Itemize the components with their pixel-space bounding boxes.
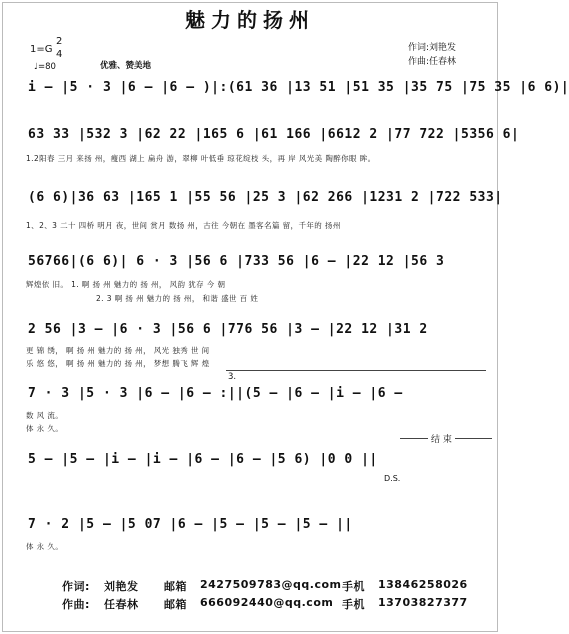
footer-lyricist-phone-label: 手机 bbox=[342, 580, 365, 593]
footer-composer-role: 作曲: bbox=[62, 598, 90, 611]
tempo-mark: ♩=80 bbox=[34, 62, 56, 72]
notation-row-6: 7 · 3 |5 · 3 |6 – |6 – :||(5 – |6 – |i – |6 – bbox=[28, 386, 403, 401]
notation-row-7: 5 – |5 – |i – |i – |6 – |6 – |5 6) |0 0 || bbox=[28, 452, 378, 467]
notation-row-2: 63 33 |532 3 |62 22 |165 6 |61 166 |6612 2 |77 722 |5356 6| bbox=[28, 127, 520, 142]
lyricist-credit: 作词:刘艳发 bbox=[408, 43, 457, 53]
footer-composer-phone-label: 手机 bbox=[342, 598, 365, 611]
volta-bracket bbox=[226, 370, 486, 371]
lyric-row-3: 1、2、3 二十 四桥 明月 夜，世间 赏月 数扬 州，古往 今朝在 墨客名篇 留，千年的 扬州 bbox=[26, 221, 341, 230]
lyric-row-6-verse-2: 体 永 久。 bbox=[26, 424, 64, 433]
footer-lyricist-phone: 13846258026 bbox=[378, 578, 468, 591]
footer-composer-mail-label: 邮箱 bbox=[164, 598, 187, 611]
notation-row-3: (6 6)|36 63 |165 1 |55 56 |25 3 |62 266 |1231 2 |722 533| bbox=[28, 190, 503, 205]
footer-lyricist-role: 作词: bbox=[62, 580, 90, 593]
notation-row-8: 7 · 2 |5 – |5 07 |6 – |5 – |5 – |5 – || bbox=[28, 517, 353, 532]
lyric-row-5-verse-1: 更 锦 绣， 啊 扬 州 魅力的 扬 州， 风光 独秀 世 间 bbox=[26, 346, 210, 355]
lyric-row-4-verse-1: 辉煌依 旧。 1. 啊 扬 州 魅力的 扬 州， 风韵 犹存 今 朝 bbox=[26, 280, 226, 289]
footer-lyricist-name: 刘艳发 bbox=[104, 580, 139, 593]
footer-lyricist-mail-label: 邮箱 bbox=[164, 580, 187, 593]
dal-segno-mark: D.S. bbox=[384, 474, 401, 483]
lyric-row-2: 1.2阳春 三月 来扬 州，瘦西 湖上 扁舟 游，翠柳 叶低垂 琼花绽枝 头，再 岸 风光美 陶醉你眼 眸。 bbox=[26, 154, 376, 163]
footer-lyricist-mail: 2427509783@qq.com bbox=[200, 578, 342, 591]
notation-row-5: 2 56 |3 – |6 · 3 |56 6 |776 56 |3 – |22 12 |31 2 bbox=[28, 322, 428, 337]
footer-composer-mail: 666092440@qq.com bbox=[200, 596, 334, 609]
footer-composer-phone: 13703827377 bbox=[378, 596, 468, 609]
lyric-row-8: 体 永 久。 bbox=[26, 542, 64, 551]
footer-composer-name: 任春林 bbox=[104, 598, 139, 611]
composer-credit: 作曲:任春林 bbox=[408, 57, 457, 67]
notation-row-1: i – |5 · 3 |6 – |6 – )|:(61 36 |13 51 |51 35 |35 75 |75 35 |6 6)| bbox=[28, 80, 569, 95]
lyric-row-4-verse-2: 2. 3 啊 扬 州 魅力的 扬 州， 和谐 盛世 百 姓 bbox=[96, 294, 259, 303]
lyric-row-5-verse-2: 乐 悠 悠， 啊 扬 州 魅力的 扬 州， 梦想 腾飞 辉 煌 bbox=[26, 359, 210, 368]
song-title: 魅力的扬州 bbox=[185, 8, 315, 32]
key-signature: 1=G bbox=[30, 44, 53, 55]
page-frame bbox=[2, 2, 498, 632]
time-signature-top: 2 bbox=[56, 36, 63, 47]
end-mark: 结 束 bbox=[428, 432, 455, 445]
lyric-row-6-verse-1: 数 风 流。 bbox=[26, 411, 64, 420]
volta-3-mark: 3. bbox=[228, 372, 237, 382]
notation-row-4: 56766|(6 6)| 6 · 3 |56 6 |733 56 |6 – |22 12 |56 3 bbox=[28, 254, 445, 269]
expression-mark: 优雅、赞美地 bbox=[100, 61, 152, 71]
time-signature-bottom: 4 bbox=[56, 49, 63, 60]
